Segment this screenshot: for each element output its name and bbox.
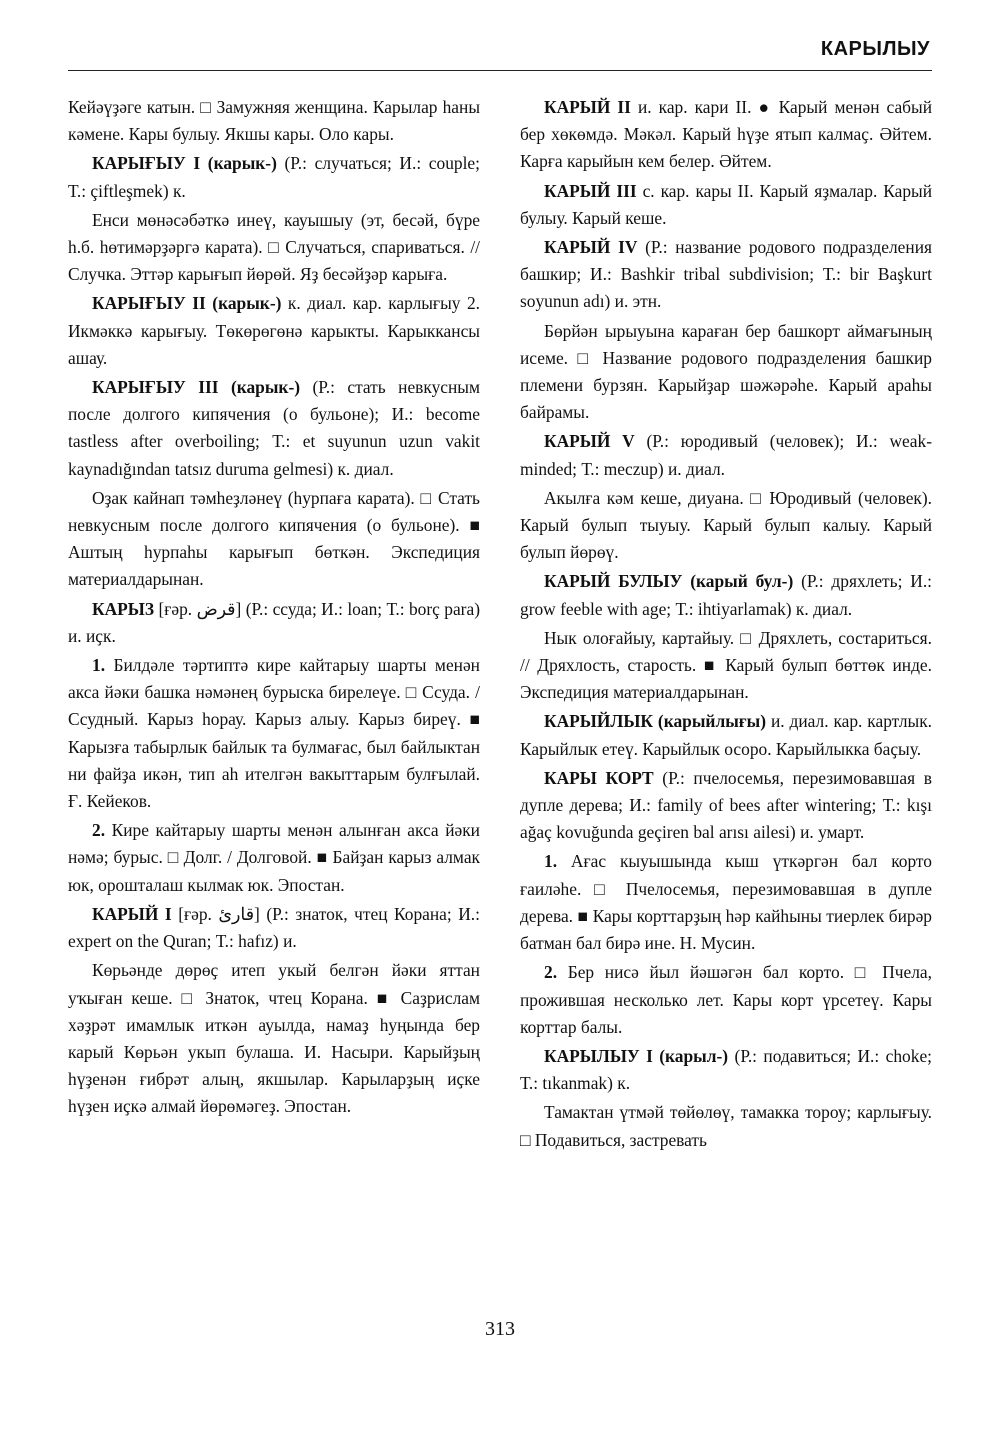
headword: КАРЫЙ V <box>544 431 635 452</box>
sense-number: 1. <box>544 851 558 872</box>
entry-text: и. кар. кари II. ● Карый менән сабый бер хөкөмдә. Мәкәл. Карый һүҙе ятып калмаҫ. Әйтем. Карға карыйын кем белер. Әйтем. <box>520 97 933 172</box>
entry-text: Кире кайтарыу шарты менән алынған акса йәки нәмә; бурыс. □ Долг. / Долговой. ■ Байҙан карыз алмак юк, орошталаш кылмак юк. Эпостан. <box>68 820 480 895</box>
entry-definition <box>68 485 480 594</box>
dictionary-entry <box>68 596 480 650</box>
dictionary-entry <box>520 568 932 622</box>
entry-definition <box>68 207 480 289</box>
entry-definition <box>520 318 932 427</box>
sense-definition <box>520 848 932 957</box>
dictionary-entry <box>520 765 932 847</box>
entry-text: (Р.: стать невкусным после долгого кипячения (о бульоне); И.: become tastless after overboiling; Т.: et suyunun uzun vakit kaynadığından tatsız duruma gelmesi) к. диал. <box>68 377 480 479</box>
entry-text: (Р.: дряхлеть; И.: grow feeble with age; Т.: ihtiyarlamak) к. диал. <box>520 571 932 619</box>
headword: КАРЫЙ III <box>544 180 637 201</box>
dictionary-entry <box>520 234 932 316</box>
dictionary-entry <box>68 374 480 483</box>
entry-text: и. диал. кар. картлык. Карыйлык етеү. Карыйлык осоро. Карыйлыкка баҫыу. <box>520 711 932 759</box>
entry-text: Бер нисә йыл йәшәгән бал корто. □ Пчела, прожившая несколько лет. Кары корт үрсетеү. Кары корттар балы. <box>520 962 932 1037</box>
entry-text: [ғәр. قرض] (Р.: ссуда; И.: loan; Т.: borç para) и. иҫк. <box>68 598 480 646</box>
entry-definition <box>68 957 480 1120</box>
entry-text: Ағас кыуышында кыш үткәргән бал корто ғаиләһе. □ Пчелосемья, перезимовавшая в дупле дерева. ■ Кары корттарҙың һәр кайһыны тиерлек бирәр батман бал бирә ине. Н. Мусин. <box>520 851 932 954</box>
dictionary-entry <box>520 178 932 232</box>
entry-text: Оҙак кайнап тәмһеҙләнеү (һурпаға карата). □ Стать невкусным после долгого кипячения (о бульоне). ■ Аштың һурпаһы карығып бөткән. Экспедиция материалдарынан. <box>68 487 480 590</box>
entry-text: (Р.: подавиться; И.: choke; Т.: tıkanmak) к. <box>520 1045 932 1094</box>
sense-number: 2. <box>92 820 106 841</box>
entry-text: Көрьәнде дөрөҫ итеп укый белгән йәки яттан уҡыған кеше. □ Знаток, чтец Корана. ■ Саҙрислам хәҙрәт имамлык иткән ауылда, намаҙ һуңында бер карый Көрьән укып булаша. И. Насыри. Карыйҙың һүҙенән ғибрәт алың, якшылар. Карыларҙың иҫке һүҙен иҫкә алмай йөрөмәгеҙ. Эпостан. <box>68 960 480 1117</box>
headword: КАРЫЙЛЫК (карыйлығы) <box>544 711 767 732</box>
header-rule <box>68 70 932 71</box>
sense-definition <box>68 817 480 899</box>
dictionary-entry <box>68 150 480 204</box>
headword: КАРЫЙ I <box>92 903 172 924</box>
headword: КАРЫЙ БУЛЫУ (карый бул-) <box>544 571 794 592</box>
right-column <box>520 94 932 1156</box>
dictionary-entry <box>68 901 480 955</box>
left-column <box>68 94 480 1123</box>
running-head: КАРЫЛЫУ <box>820 38 930 60</box>
entry-text: с. кар. кары II. Карый яҙмалар. Карый булыу. Карый кеше. <box>520 180 933 228</box>
sense-definition <box>68 652 480 815</box>
entry-text: (Р.: случаться; И.: couple; Т.: çiftleşmek) к. <box>68 153 480 201</box>
sense-number: 2. <box>544 962 558 983</box>
entry-text: (Р.: пчелосемья, перезимовавшая в дупле дерева; И.: family of bees after wintering; Т.: kışı ağaç kovuğunda geçiren bal arısı ailesi) и. умарт. <box>520 767 932 843</box>
sense-number: 1. <box>92 655 106 676</box>
entry-text: [ғәр. قارئ] (Р.: знаток, чтец Корана; И.: expert on the Quran; Т.: hafız) и. <box>68 903 480 952</box>
headword: КАРЫҒЫУ II (карык-) <box>92 293 282 314</box>
page-number: 313 <box>485 1318 515 1340</box>
entry-text: (Р.: юродивый (человек); И.: weak-minded; Т.: meczup) и. диал. <box>520 431 932 479</box>
dictionary-entry <box>520 708 932 762</box>
entry-text: Нык олоғайыу, картайыу. □ Дряхлеть, состариться. // Дряхлость, старость. ■ Карый булып бөттөк инде. Экспедиция материалдарынан. <box>520 627 932 703</box>
dictionary-entry <box>520 428 932 482</box>
entry-text: Тамактан үтмәй төйөлөү, тамакка тороу; карлығыу. □ Подавиться, застревать <box>520 1102 932 1150</box>
entry-definition <box>520 625 932 707</box>
entry-text: к. диал. кар. карлығыу 2. Икмәккә карығыу. Төкөрөгөнә карыкты. Карыккансы ашау. <box>68 293 480 368</box>
entry-continuation <box>68 94 480 148</box>
dictionary-entry <box>520 94 932 176</box>
headword: КАРЫЙ IV <box>544 237 638 258</box>
entry-text: (Р.: название родового подразделения башкир; И.: Bashkir tribal subdivision; Т.: bir Başkurt soyunun adı) и. этн. <box>520 237 933 312</box>
entry-text: Енси мөнәсәбәткә инеү, кауышыу (эт, бесәй, бүре h.б. hөтимәрҙәргә карата). □ Случаться, спариваться. // Случка. Эттәр карығып йөрөй. Яҙ бесәйҙәр карыға. <box>68 209 480 285</box>
dictionary-entry <box>520 1043 932 1097</box>
headword: КАРЫЛЫУ I (карыл-) <box>544 1045 729 1066</box>
headword: КАРЫҒЫУ III (карык-) <box>92 377 301 398</box>
entry-text: Кейәүҙәге катын. □ Замужняя женщина. Карылар һаны кәмене. Кары булыу. Якшы кары. Оло кары. <box>68 97 480 145</box>
entry-text: Бөрйән ырыуына караған бер башкорт аймағының исеме. □ Название родового подразделения башкир племени бурзян. Карыйҙар шәжәрәһе. Карый араһы байрамы. <box>520 320 932 423</box>
headword: КАРЫ КОРТ <box>544 767 654 788</box>
entry-text: Акылға кәм кеше, диуана. □ Юродивый (человек). Карый булып тыуыу. Карый булып калыу. Карый булып йөрөү. <box>520 487 932 563</box>
headword: КАРЫЗ <box>92 598 155 619</box>
headword: КАРЫЙ II <box>544 97 631 117</box>
dictionary-entry <box>68 290 480 372</box>
entry-definition <box>520 485 932 567</box>
headword: КАРЫҒЫУ I (карык-) <box>92 153 277 174</box>
entry-definition <box>520 1099 932 1153</box>
entry-text: Билдәле тәртиптә кире кайтарыу шарты менән акса йәки башка нәмәнең бурыска бирелеүе. □ Ссуда. / Ссудный. Карыз һорау. Карыз алыу. Карыз биреү. ■ Карызға табырлык байлык та булмағас, был байлыктан ни файҙа икән, тип аһ ителгән вакыттарым булғылай. Ғ. Кейеков. <box>68 655 480 812</box>
sense-definition <box>520 959 932 1041</box>
